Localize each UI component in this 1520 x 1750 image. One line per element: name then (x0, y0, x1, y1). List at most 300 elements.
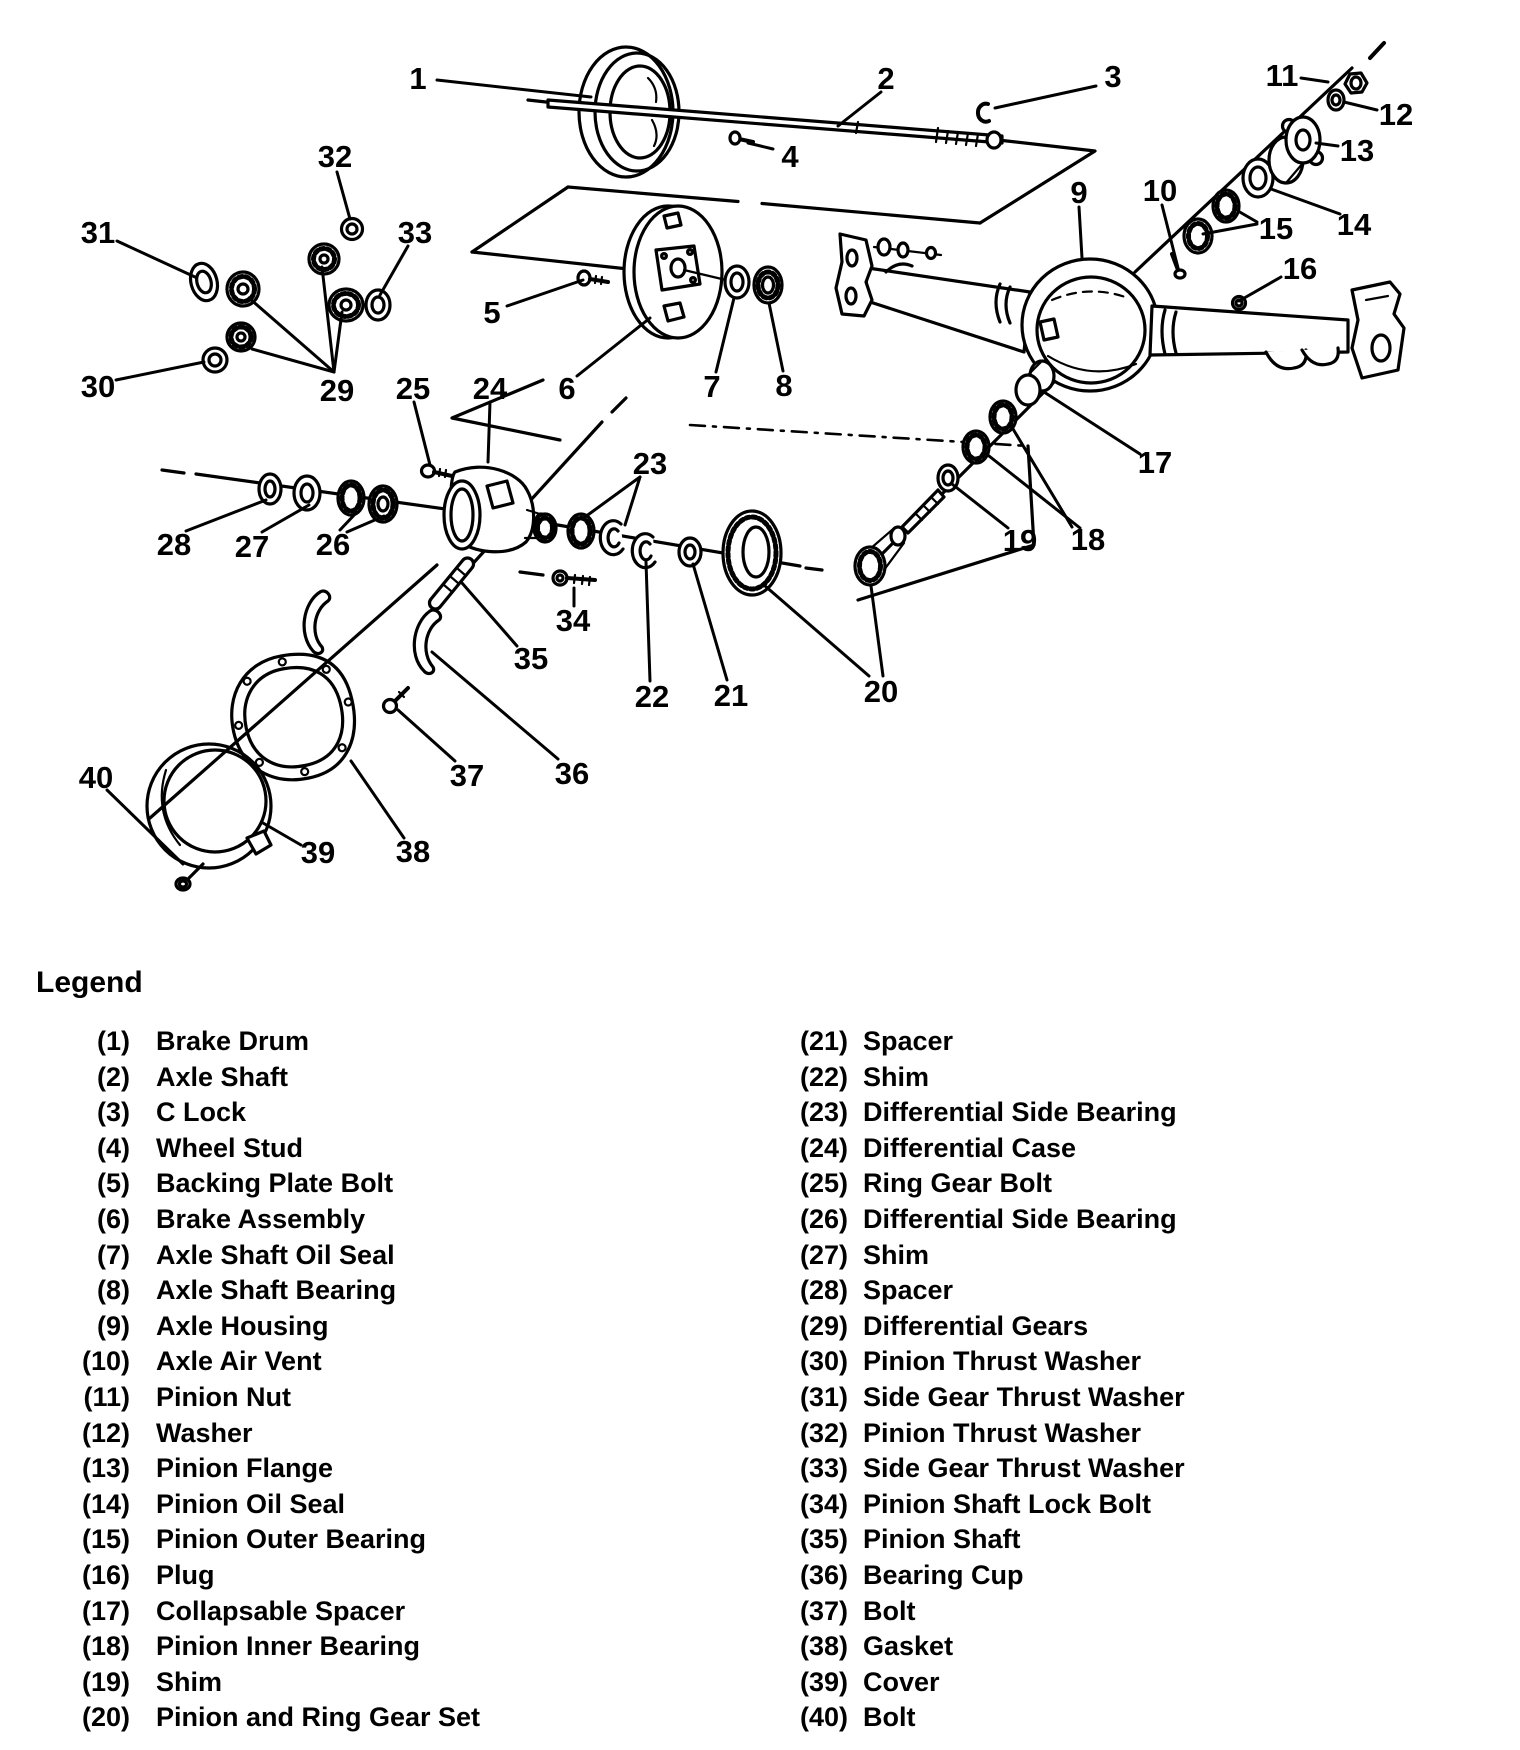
legend-item-number: (23) (799, 1097, 848, 1128)
legend-item-number: (5) (97, 1168, 130, 1199)
leader-line (1344, 102, 1377, 110)
legend-item-name: Washer (156, 1417, 253, 1448)
gasket-hole (235, 721, 243, 729)
legend-item-number: (38) (799, 1631, 848, 1662)
legend-item-number: (1) (97, 1026, 130, 1056)
callout-number: 4 (781, 139, 799, 174)
stud-head (730, 132, 740, 144)
spacer-shape (679, 538, 701, 566)
callout-layer (79, 58, 1413, 870)
legend-item (776, 1238, 1185, 1274)
legend-item-number: (15) (81, 1524, 130, 1555)
callout-3 (995, 59, 1122, 108)
callout-5 (483, 280, 583, 330)
washer-ring (342, 219, 363, 240)
legend-item (776, 1451, 1185, 1487)
callout-27 (235, 505, 309, 564)
callout-number: 31 (80, 215, 116, 250)
pinion-gear-neck (891, 527, 905, 545)
callout-20 (764, 585, 898, 709)
legend-item-number: (6) (97, 1203, 130, 1234)
callout-number: 32 (317, 139, 353, 174)
backing-plate-bolt-shape (578, 271, 608, 285)
legend-item-number: (28) (799, 1275, 848, 1306)
shim-c-ring (632, 534, 655, 568)
leader-line (1239, 277, 1281, 301)
spacer-front (1016, 375, 1040, 405)
legend-item-number: (14) (81, 1488, 130, 1519)
leader-line (871, 586, 883, 676)
gasket-shape (222, 645, 364, 789)
leader-line (577, 318, 650, 376)
legend-item-number: (33) (799, 1453, 848, 1484)
legend-item (776, 1131, 1185, 1167)
seal-ring (725, 266, 749, 298)
plate-slot (664, 213, 681, 228)
callout-number: 5 (483, 295, 501, 330)
cover-shape (147, 744, 271, 868)
legend-item-number: (9) (97, 1310, 130, 1341)
legend-item (58, 1487, 480, 1523)
legend-item-name: Pinion Thrust Washer (863, 1346, 1142, 1377)
legend-item-name: Differential Side Bearing (863, 1203, 1177, 1234)
leader-line (995, 86, 1096, 108)
brake-assembly-shape (624, 206, 726, 338)
case-window (487, 481, 513, 508)
legend-item-number: (16) (81, 1559, 130, 1590)
legend-item (776, 1309, 1185, 1345)
callout-26 (316, 512, 384, 562)
legend-item (58, 1700, 480, 1736)
legend-item (776, 1344, 1185, 1380)
callout-35 (462, 583, 548, 676)
legend-item-name: Differential Gears (863, 1310, 1089, 1341)
legend-item-name: Axle Shaft Oil Seal (156, 1239, 395, 1270)
pinion-nut-shape (1345, 73, 1367, 93)
callout-number: 36 (554, 756, 590, 791)
legend-item-name: Shim (156, 1666, 223, 1697)
callout-29 (249, 267, 354, 408)
gear-bore (237, 333, 245, 341)
collapsable-spacer-shape (1016, 361, 1054, 405)
bearing-inner (763, 277, 774, 293)
callout-number: 16 (1282, 251, 1318, 286)
callout-number: 39 (300, 835, 336, 870)
ring-gear-bore (743, 527, 769, 577)
bearing-cup (304, 591, 330, 654)
legend-item-number: (36) (799, 1559, 848, 1590)
callout-number: 27 (234, 529, 270, 564)
callout-number: 23 (632, 446, 668, 481)
legend-item (776, 1594, 1185, 1630)
legend-item-name: Brake Assembly (156, 1203, 366, 1234)
leader-line (646, 562, 650, 681)
callout-number: 9 (1070, 175, 1088, 210)
legend-item (58, 1416, 480, 1452)
callout-number: 26 (315, 527, 351, 562)
callout-number: 12 (1378, 97, 1414, 132)
callout-1 (409, 61, 591, 97)
callout-12 (1344, 97, 1413, 132)
side-gear-thrust-washer-shape (187, 260, 222, 303)
spacer-shape (259, 474, 281, 504)
differential-gears-shape (227, 244, 363, 351)
legend-item-number: (10) (81, 1346, 130, 1377)
legend-item (776, 1558, 1185, 1594)
legend-item-name: Bolt (863, 1702, 916, 1733)
legend-item-name: Side Gear Thrust Washer (863, 1453, 1185, 1484)
callout-number: 15 (1258, 211, 1294, 246)
bearing-inner (378, 497, 388, 511)
axis-line (520, 572, 543, 575)
pinion-gear-shaft (902, 490, 944, 533)
legend-item-number: (22) (799, 1061, 848, 1092)
legend-item-number: (31) (799, 1381, 848, 1412)
legend-item-name: Plug (156, 1559, 215, 1590)
leader-line (1044, 392, 1140, 454)
differential-gear-cluster (187, 219, 390, 373)
callout-number: 17 (1137, 445, 1173, 480)
legend-item-name: Brake Drum (156, 1026, 310, 1056)
callout-40 (79, 760, 183, 864)
legend-item-number: (25) (799, 1168, 848, 1199)
legend-item-name: Axle Shaft Bearing (156, 1275, 397, 1306)
callout-number: 3 (1104, 59, 1122, 94)
pinion-gear-shape (855, 490, 944, 585)
legend-item-number: (35) (799, 1524, 848, 1555)
air-vent-base (1175, 270, 1185, 278)
leader-line (952, 484, 1008, 528)
leader-line (769, 303, 783, 371)
legend-item-name: Pinion Shaft Lock Bolt (863, 1488, 1151, 1519)
flange-washer (898, 243, 908, 257)
legend-item-number: (12) (81, 1417, 130, 1448)
legend-item (58, 1629, 480, 1665)
gasket-inner (237, 660, 350, 774)
flange-washer (878, 239, 890, 255)
legend-item-number: (18) (81, 1631, 130, 1662)
axis-line (528, 100, 546, 102)
legend-title: Legend (36, 966, 143, 999)
c-lock-shape (978, 104, 989, 122)
leader-line (1238, 211, 1257, 222)
leader-line (437, 80, 591, 97)
legend-item (776, 1095, 1185, 1131)
legend-item-number: (21) (799, 1026, 848, 1056)
leader-line (764, 585, 869, 676)
legend-item-name: Pinion Outer Bearing (156, 1524, 427, 1555)
legend-item-number: (11) (83, 1381, 130, 1412)
legend-item-name: Axle Housing (156, 1310, 329, 1341)
legend-item-name: Pinion Nut (156, 1381, 291, 1412)
ring-gear-shape (723, 511, 781, 595)
leader-line (585, 477, 640, 517)
legend-item-number: (13) (81, 1453, 130, 1484)
washer-ring (366, 290, 390, 320)
legend-item-number: (20) (81, 1702, 130, 1733)
legend-item (58, 1558, 480, 1594)
legend-item (58, 1166, 480, 1202)
gear-bore (341, 300, 351, 310)
differential-case-shape (444, 467, 547, 552)
callout-34 (556, 588, 591, 638)
legend-item-name: Axle Air Vent (156, 1346, 322, 1377)
cover-bolt-shape (176, 864, 203, 890)
gasket-hole (344, 698, 352, 706)
callout-32 (318, 139, 352, 219)
housing-end-flange (1352, 282, 1404, 378)
legend-item-name: Wheel Stud (156, 1132, 303, 1163)
callout-17 (1044, 392, 1172, 480)
legend-column-right (776, 1024, 1185, 1736)
legend-item (776, 1060, 1185, 1096)
legend-item (776, 1024, 1185, 1060)
callout-number: 21 (713, 678, 749, 713)
callout-number: 35 (513, 641, 549, 676)
pinion-shaft-lock-bolt-shape (553, 571, 595, 585)
legend-item (776, 1700, 1185, 1736)
leader-line (1301, 78, 1328, 82)
legend-item-number: (39) (799, 1666, 848, 1697)
legend-item-name: Shim (863, 1061, 930, 1092)
callout-number: 18 (1070, 522, 1106, 557)
callout-2 (838, 61, 895, 126)
washer-ring (187, 260, 222, 303)
leader-line (838, 92, 881, 126)
callout-6 (558, 318, 650, 406)
gasket-hole (301, 768, 309, 776)
legend-item (58, 1522, 480, 1558)
callout-38 (351, 761, 430, 869)
callout-number: 19 (1002, 523, 1038, 558)
leader-line (1079, 207, 1082, 258)
callout-22 (635, 562, 669, 714)
legend-item (776, 1487, 1185, 1523)
leader-line (337, 172, 350, 219)
legend-item (58, 1202, 480, 1238)
gear-bore (238, 284, 248, 294)
callout-number: 10 (1142, 173, 1178, 208)
leader-line (414, 402, 430, 465)
callout-number: 7 (703, 369, 721, 404)
leader-line (507, 280, 583, 306)
leader-line (351, 761, 404, 838)
callout-number: 14 (1336, 207, 1372, 242)
legend-item (776, 1273, 1185, 1309)
legend-item (58, 1024, 480, 1060)
shaft-end-button (987, 132, 1001, 148)
callout-number: 8 (775, 368, 793, 403)
legend-item (58, 1344, 480, 1380)
callout-8 (769, 303, 793, 403)
ring-gear-bolt-shape (422, 465, 453, 477)
ring-gear-chain (534, 511, 781, 595)
legend-item (776, 1202, 1185, 1238)
gear-bore (320, 255, 328, 263)
legend-item-name: Side Gear Thrust Washer (863, 1381, 1185, 1412)
legend-item-name: Pinion Thrust Washer (863, 1417, 1142, 1448)
leader-line (334, 312, 342, 372)
callout-number: 40 (78, 760, 114, 795)
legend-item-name: Pinion Flange (156, 1453, 334, 1484)
leader-line (398, 710, 455, 761)
axle-oil-seal-shape (725, 266, 749, 298)
legend-item-name: Pinion and Ring Gear Set (156, 1702, 481, 1733)
gasket-hole (338, 744, 346, 752)
gasket-hole (243, 677, 251, 685)
leader-line (1010, 424, 1072, 527)
leader-line (488, 402, 490, 462)
callout-number: 11 (1265, 58, 1299, 93)
bearing-c-ring (600, 521, 623, 555)
legend-item-number: (3) (97, 1097, 130, 1128)
washer-ring (203, 348, 227, 372)
legend-item (58, 1665, 480, 1701)
callout-number: 2 (877, 61, 895, 96)
flange-bolt (927, 248, 936, 259)
legend-item-number: (37) (799, 1595, 848, 1626)
pinion-flange-shape (1269, 117, 1323, 183)
callout-number: 28 (156, 527, 192, 562)
leader-line (322, 267, 334, 372)
spring-seat (1302, 348, 1338, 365)
legend-item (58, 1095, 480, 1131)
legend-item-number: (32) (799, 1417, 848, 1448)
legend-item (58, 1309, 480, 1345)
plane-edge (472, 252, 628, 269)
bolt-shank (434, 472, 452, 476)
legend-item-name: Bearing Cup (863, 1559, 1024, 1590)
legend-item-name: C Lock (156, 1097, 247, 1128)
leader-line (693, 564, 727, 680)
legend-column-left (58, 1024, 480, 1736)
cover-bolt-shape (384, 688, 409, 713)
callout-23 (585, 446, 667, 525)
leader-line (716, 298, 734, 372)
callout-4 (748, 139, 799, 174)
legend-item (58, 1380, 480, 1416)
legend-item-name: Backing Plate Bolt (156, 1168, 394, 1199)
callout-30 (81, 362, 204, 404)
callout-number: 34 (555, 603, 591, 638)
callout-number: 20 (863, 674, 899, 709)
legend-item (58, 1131, 480, 1167)
leader-line (186, 500, 266, 531)
legend-item-number: (34) (799, 1488, 848, 1519)
callout-number: 22 (634, 679, 670, 714)
callout-number: 25 (395, 371, 431, 406)
legend-item-number: (26) (799, 1203, 848, 1234)
legend-item-name: Pinion Oil Seal (156, 1488, 346, 1519)
axle-housing-shape (836, 234, 1404, 391)
legend-item (58, 1451, 480, 1487)
legend-item-number: (29) (799, 1310, 848, 1341)
legend-item (58, 1060, 480, 1096)
gasket-hole (322, 665, 330, 673)
legend-item-number: (4) (97, 1132, 130, 1163)
shim-shape (632, 534, 655, 568)
callout-number: 33 (397, 215, 433, 250)
legend-item (776, 1166, 1185, 1202)
callout-number: 29 (319, 373, 355, 408)
legend-item-name: Differential Case (863, 1132, 1077, 1163)
shaft-tip-mark (1370, 43, 1384, 58)
axle-bearing-shape (754, 267, 782, 303)
differential-side-bearing-shape (600, 521, 623, 555)
legend-item-number: (17) (81, 1595, 130, 1626)
bearing-cup (414, 610, 440, 674)
legend-item-name: Collapsable Spacer (156, 1595, 406, 1626)
legend-item-number: (40) (799, 1702, 848, 1733)
side-gear-thrust-washer-shape (366, 290, 390, 320)
legend-item-name: Ring Gear Bolt (863, 1168, 1053, 1199)
legend-item-number: (8) (97, 1275, 130, 1306)
legend-item (58, 1238, 480, 1274)
callout-24 (473, 371, 508, 462)
callout-16 (1239, 251, 1317, 301)
leader-line (462, 583, 517, 646)
callout-number: 1 (409, 61, 427, 96)
callout-33 (380, 215, 432, 295)
leader-line (117, 241, 195, 277)
callout-37 (398, 710, 484, 793)
callout-11 (1266, 58, 1328, 93)
legend-item (776, 1380, 1185, 1416)
legend-item-name: Pinion Shaft (863, 1524, 1021, 1555)
legend-item-name: Pinion Inner Bearing (156, 1631, 421, 1662)
housing-right-tube (1150, 306, 1348, 355)
plane-edge (472, 187, 568, 252)
pinion-thrust-washer-shape (203, 348, 227, 372)
legend-item-number: (7) (97, 1239, 130, 1270)
legend-item-number: (24) (799, 1132, 848, 1163)
callout-number: 38 (395, 834, 431, 869)
pinion-thrust-washer-shape (342, 219, 363, 240)
legend-item-name: Cover (863, 1666, 940, 1697)
legend-item (776, 1522, 1185, 1558)
spring-seat (1266, 350, 1306, 369)
legend-item-name: Bolt (863, 1595, 916, 1626)
callout-number: 24 (472, 371, 508, 406)
callout-number: 6 (558, 371, 576, 406)
legend-item-number: (27) (799, 1239, 848, 1270)
callout-9 (1070, 175, 1087, 258)
flange-front (1286, 117, 1320, 163)
gasket-hole (278, 658, 286, 666)
leader-line (262, 505, 309, 532)
legend-item (776, 1416, 1185, 1452)
legend-item-name: Differential Side Bearing (863, 1097, 1177, 1128)
legend-item-name: Gasket (863, 1631, 954, 1662)
callout-number: 13 (1339, 133, 1375, 168)
leader-line (380, 246, 408, 295)
legend-item-name: Shim (863, 1239, 930, 1270)
legend-item-name: Spacer (863, 1275, 954, 1306)
legend-item-name: Spacer (863, 1026, 954, 1056)
plate-slot (664, 303, 684, 321)
legend-item-number: (2) (97, 1061, 130, 1092)
legend-item-number: (30) (799, 1346, 848, 1377)
legend-item-name: Axle Shaft (156, 1061, 289, 1092)
plane-edge (568, 187, 980, 223)
leader-line (748, 143, 773, 149)
leader-line (1162, 205, 1178, 268)
callout-19 (952, 484, 1037, 558)
callout-number: 30 (80, 369, 116, 404)
legend-item-number: (19) (81, 1666, 130, 1697)
leader-line (116, 362, 204, 380)
callout-number: 37 (449, 758, 485, 793)
